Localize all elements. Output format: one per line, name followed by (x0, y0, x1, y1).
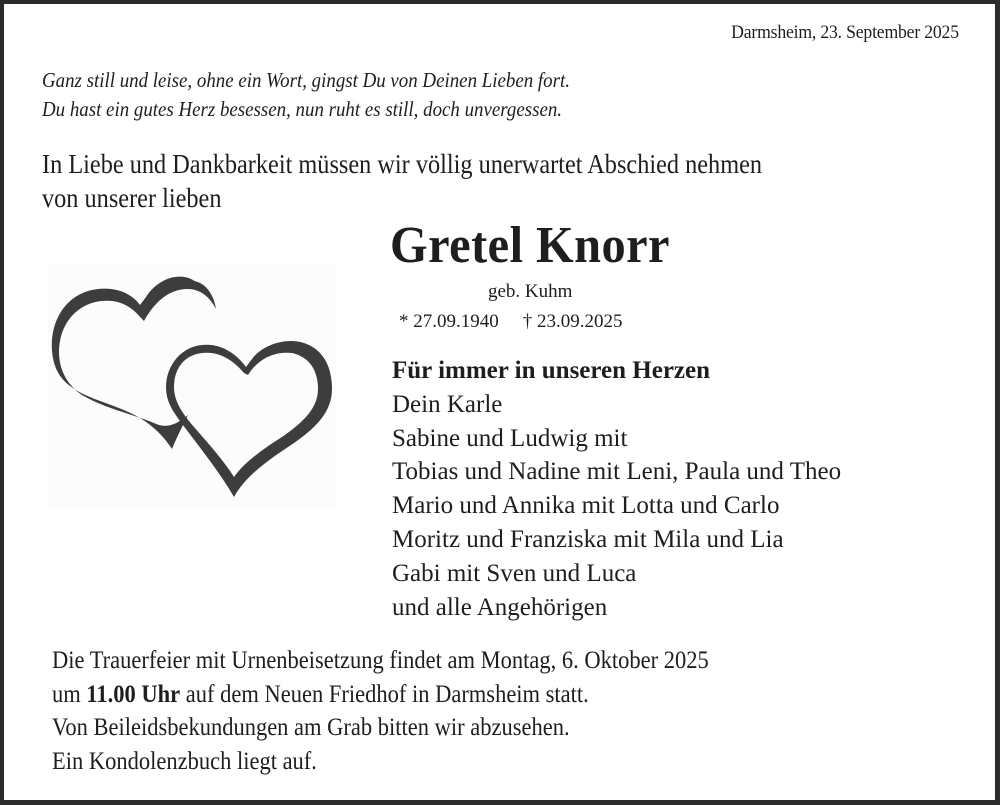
intro-text (42, 147, 762, 215)
intro-line: In Liebe und Dankbarkeit müssen wir völlig unerwartet Abschied nehmen (42, 149, 763, 179)
ceremony-line: Ein Kondolenzbuch liegt auf. (52, 747, 317, 775)
intro-line: von unserer lieben (42, 183, 222, 213)
ceremony-time: 11.00 Uhr (86, 680, 181, 708)
place-and-date: Darmsheim, 23. September 2025 (731, 22, 959, 43)
mourner-line: Gabi mit Sven und Luca (392, 559, 637, 587)
mourner-line: Tobias und Nadine mit Leni, Paula und Theo (392, 458, 842, 486)
ceremony-location: auf dem Neuen Friedhof in Darmsheim statt. (180, 680, 589, 708)
birth-date: * 27.09.1940 (399, 311, 499, 332)
deceased-name: Gretel Knorr (390, 217, 670, 274)
ceremony-line (52, 678, 709, 712)
poem-line: Du hast ein gutes Herz besessen, nun ruht es still, doch unvergessen. (42, 97, 563, 121)
ceremony-prefix: um (52, 680, 87, 708)
mourners-heading: Für immer in unseren Herzen (392, 357, 711, 384)
poem-line: Ganz still und leise, ohne ein Wort, gingst Du von Deinen Lieben fort. (42, 68, 570, 92)
ceremony-details (52, 644, 709, 778)
mourner-line: Dein Karle (392, 390, 503, 418)
memorial-poem (42, 66, 570, 124)
mourners-list (392, 354, 841, 624)
maiden-name: geb. Kuhm (488, 281, 573, 302)
mourner-line: Sabine und Ludwig mit (392, 424, 628, 452)
ceremony-line: Von Beileidsbekundungen am Grab bitten wir abzusehen. (52, 714, 570, 741)
death-date: † 23.09.2025 (522, 311, 623, 332)
two-hearts-icon (48, 263, 336, 506)
ceremony-line: Die Trauerfeier mit Urnenbeisetzung findet am Montag, 6. Oktober 2025 (52, 647, 709, 674)
mourner-line: Moritz und Franziska mit Mila und Lia (392, 525, 784, 553)
mourner-line: und alle Angehörigen (392, 593, 608, 621)
life-dates (399, 310, 623, 334)
mourner-line: Mario und Annika mit Lotta und Carlo (392, 492, 780, 520)
